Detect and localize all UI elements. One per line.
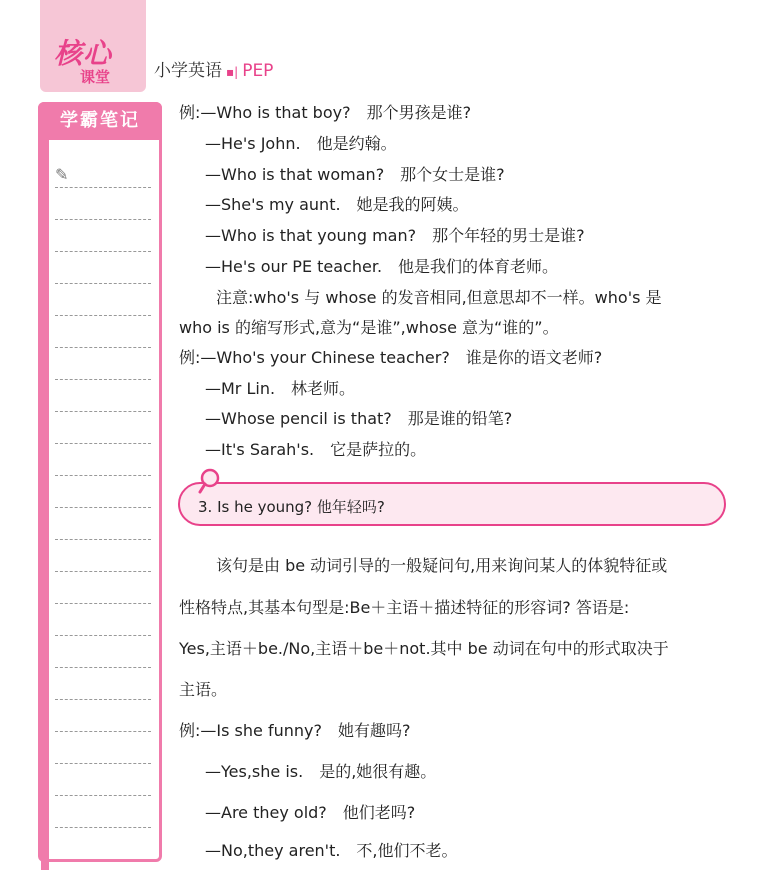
note-line <box>55 667 151 668</box>
explanation-line: 性格特点,其基本句型是:Be＋主语＋描述特征的形容词? 答语是: <box>179 598 630 617</box>
magnifier-icon <box>196 468 226 498</box>
subject-label: 小学英语 <box>154 61 222 81</box>
edition-label: PEP <box>242 61 274 81</box>
example-line: —Who is that young man? 那个年轻的男士是谁? <box>205 226 585 245</box>
section-heading-box <box>178 482 726 526</box>
note-line <box>55 507 151 508</box>
note-line <box>55 475 151 476</box>
section-title: 3. Is he young? 他年轻吗? <box>198 498 385 516</box>
example-line: —Whose pencil is that? 那是谁的铅笔? <box>205 409 513 428</box>
example-line: —She's my aunt. 她是我的阿姨。 <box>205 195 469 214</box>
explanation-line: 该句是由 be 动词引导的一般疑问句,用来询问某人的体貌特征或 <box>216 556 668 575</box>
example-line: —He's John. 他是约翰。 <box>205 134 397 153</box>
example-line: —Who is that woman? 那个女士是谁? <box>205 165 505 184</box>
note-line <box>55 827 151 828</box>
note-line <box>55 635 151 636</box>
note-line <box>55 443 151 444</box>
example-line: 例:—Who's your Chinese teacher? 谁是你的语文老师? <box>179 348 603 367</box>
example-line: 例:—Who is that boy? 那个男孩是谁? <box>179 103 472 122</box>
example-line: —It's Sarah's. 它是萨拉的。 <box>205 440 427 459</box>
example-line: 例:—Is she funny? 她有趣吗? <box>179 721 411 740</box>
note-paragraph-line: who is 的缩写形式,意为“是谁”,whose 意为“谁的”。 <box>179 318 559 337</box>
note-line <box>55 603 151 604</box>
note-line <box>55 411 151 412</box>
note-line <box>55 251 151 252</box>
notes-sidebar <box>38 102 162 862</box>
note-paragraph-line: 注意:who's 与 whose 的发音相同,但意思却不一样。who's 是 <box>216 288 662 307</box>
note-line <box>55 795 151 796</box>
example-line: —Mr Lin. 林老师。 <box>205 379 356 398</box>
note-line <box>55 187 151 188</box>
sidebar-title: 学霸笔记 <box>38 102 162 140</box>
note-line <box>55 731 151 732</box>
explanation-line: 主语。 <box>179 680 228 699</box>
page-header <box>154 56 273 81</box>
logo-text-bottom: 课堂 <box>80 68 111 86</box>
pencil-icon: ✎ <box>55 165 69 184</box>
note-line <box>55 539 151 540</box>
note-line <box>55 571 151 572</box>
sidebar-strip <box>41 140 49 870</box>
note-line <box>55 283 151 284</box>
example-line: —He's our PE teacher. 他是我们的体育老师。 <box>205 257 559 276</box>
header-separator: ▪| <box>226 65 239 79</box>
explanation-line: Yes,主语＋be./No,主语＋be＋not.其中 be 动词在句中的形式取决于 <box>179 639 669 658</box>
logo-text-top: 核心 <box>54 37 113 70</box>
example-line: —Are they old? 他们老吗? <box>205 803 416 822</box>
note-line <box>55 699 151 700</box>
note-line <box>55 379 151 380</box>
note-line <box>55 315 151 316</box>
note-line <box>55 763 151 764</box>
note-line <box>55 219 151 220</box>
example-line: —Yes,she is. 是的,她很有趣。 <box>205 762 437 781</box>
note-line <box>55 347 151 348</box>
example-line: —No,they aren't. 不,他们不老。 <box>205 841 458 860</box>
